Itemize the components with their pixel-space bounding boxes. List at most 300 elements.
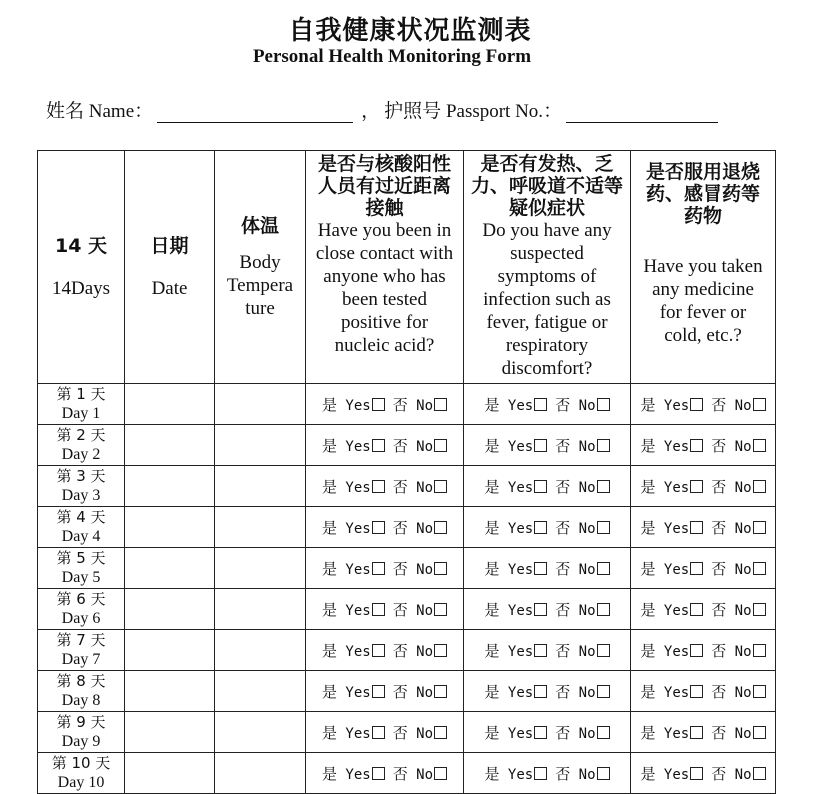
yes-checkbox[interactable] <box>690 767 703 780</box>
day-label <box>38 425 125 466</box>
yes-checkbox[interactable] <box>534 603 547 616</box>
header-contact <box>306 151 464 384</box>
contact-answer-cell <box>306 753 464 794</box>
yes-label-en: Yes <box>345 766 371 783</box>
name-label-cn: 姓名 <box>46 100 85 122</box>
day-label-cn: 第 8 天 <box>56 672 106 690</box>
no-label-cn: 否 <box>711 723 727 742</box>
date-cell[interactable] <box>125 466 215 507</box>
no-label-en: No <box>416 684 434 701</box>
yes-checkbox[interactable] <box>534 685 547 698</box>
no-label-cn: 否 <box>711 518 727 537</box>
header-temp <box>215 151 306 384</box>
passport-field[interactable] <box>566 102 718 123</box>
yes-label-cn: 是 <box>640 764 656 783</box>
no-label-en: No <box>734 725 752 742</box>
yes-label-cn: 是 <box>640 436 656 455</box>
yes-label-en: Yes <box>507 561 534 578</box>
header-day-cn: 14 天 <box>54 234 108 257</box>
day-label-cn: 第 5 天 <box>56 549 106 567</box>
no-label-cn: 否 <box>392 477 408 496</box>
no-label-cn: 否 <box>711 477 727 496</box>
no-checkbox[interactable] <box>597 685 610 698</box>
yes-label-cn: 是 <box>321 723 337 742</box>
day-label-cn: 第 10 天 <box>51 754 111 772</box>
no-label-en: No <box>416 479 434 496</box>
yes-checkbox[interactable] <box>690 480 703 493</box>
yes-label-cn: 是 <box>640 518 656 537</box>
no-checkbox[interactable] <box>434 603 447 616</box>
contact-answer-cell <box>306 548 464 589</box>
header-contact-en: Have you been in close contact with anyone who has been tested positive for nucleic acid? <box>315 220 454 356</box>
table-row <box>38 589 776 630</box>
yes-label-en: Yes <box>663 725 690 742</box>
table-row <box>38 712 776 753</box>
no-checkbox[interactable] <box>597 521 610 534</box>
no-checkbox[interactable] <box>434 685 447 698</box>
date-cell[interactable] <box>125 425 215 466</box>
yes-label-en: Yes <box>345 397 371 414</box>
day-label <box>38 589 125 630</box>
yes-checkbox[interactable] <box>534 726 547 739</box>
date-cell[interactable] <box>125 712 215 753</box>
no-label-en: No <box>416 602 434 619</box>
no-checkbox[interactable] <box>434 726 447 739</box>
date-cell[interactable] <box>125 671 215 712</box>
yes-checkbox[interactable] <box>372 603 385 616</box>
symptoms-answer-cell <box>464 712 631 753</box>
no-checkbox[interactable] <box>434 439 447 452</box>
yes-label-cn: 是 <box>640 395 656 414</box>
no-label-en: No <box>734 766 752 783</box>
yes-label-cn: 是 <box>484 477 500 496</box>
header-contact-cn: 是否与核酸阳性人员有过近距离接触 <box>317 153 451 219</box>
no-label-cn: 否 <box>711 436 727 455</box>
no-label-en: No <box>416 438 434 455</box>
yes-label-cn: 是 <box>484 518 500 537</box>
no-label-en: No <box>578 438 596 455</box>
medicine-answer-cell <box>631 425 776 466</box>
day-label-en: Day 2 <box>61 446 101 463</box>
passport-label-cn: 护照号 <box>384 100 442 122</box>
temperature-cell[interactable] <box>215 548 306 589</box>
contact-answer-cell <box>306 384 464 425</box>
header-medicine-en: Have you taken any medicine for fever or cold, etc.? <box>643 256 763 346</box>
yes-label-en: Yes <box>507 684 534 701</box>
yes-label-en: Yes <box>663 643 690 660</box>
no-label-cn: 否 <box>392 395 408 414</box>
yes-label-en: Yes <box>663 602 690 619</box>
temperature-cell[interactable] <box>215 753 306 794</box>
day-label-en: Day 10 <box>57 774 105 791</box>
yes-checkbox[interactable] <box>534 521 547 534</box>
yes-label-cn: 是 <box>640 723 656 742</box>
no-label-en: No <box>578 643 596 660</box>
header-medicine-cn: 是否服用退烧药、感冒药等药物 <box>645 161 760 227</box>
no-label-cn: 否 <box>711 395 727 414</box>
yes-label-en: Yes <box>345 643 371 660</box>
no-label-cn: 否 <box>392 600 408 619</box>
no-label-cn: 否 <box>711 764 727 783</box>
yes-checkbox[interactable] <box>534 480 547 493</box>
day-label <box>38 507 125 548</box>
no-label-cn: 否 <box>711 682 727 701</box>
passport-label-en: Passport No. <box>445 101 544 122</box>
day-label-en: Day 1 <box>61 405 101 422</box>
yes-checkbox[interactable] <box>372 767 385 780</box>
no-label-en: No <box>416 520 434 537</box>
no-label-en: No <box>578 602 596 619</box>
yes-label-cn: 是 <box>321 518 337 537</box>
yes-label-cn: 是 <box>321 600 337 619</box>
yes-checkbox[interactable] <box>534 398 547 411</box>
yes-checkbox[interactable] <box>372 562 385 575</box>
yes-label-en: Yes <box>507 766 534 783</box>
day-label <box>38 671 125 712</box>
no-checkbox[interactable] <box>434 521 447 534</box>
no-label-en: No <box>578 479 596 496</box>
contact-answer-cell <box>306 466 464 507</box>
identity-line <box>46 96 718 123</box>
symptoms-answer-cell <box>464 507 631 548</box>
no-checkbox[interactable] <box>434 767 447 780</box>
yes-label-en: Yes <box>663 479 690 496</box>
yes-checkbox[interactable] <box>690 439 703 452</box>
no-checkbox[interactable] <box>597 439 610 452</box>
no-label-en: No <box>734 520 752 537</box>
no-label-cn: 否 <box>555 641 571 660</box>
table-row <box>38 384 776 425</box>
day-label-cn: 第 3 天 <box>56 467 106 485</box>
no-checkbox[interactable] <box>753 562 766 575</box>
no-label-cn: 否 <box>555 518 571 537</box>
no-label-en: No <box>734 684 752 701</box>
date-cell[interactable] <box>125 384 215 425</box>
yes-checkbox[interactable] <box>690 521 703 534</box>
no-label-cn: 否 <box>555 477 571 496</box>
yes-checkbox[interactable] <box>372 644 385 657</box>
yes-label-en: Yes <box>507 643 534 660</box>
no-checkbox[interactable] <box>597 480 610 493</box>
day-label-en: Day 8 <box>61 692 101 709</box>
medicine-answer-cell <box>631 507 776 548</box>
name-field[interactable] <box>157 102 353 123</box>
symptoms-answer-cell <box>464 589 631 630</box>
no-checkbox[interactable] <box>597 398 610 411</box>
yes-checkbox[interactable] <box>372 398 385 411</box>
yes-label-en: Yes <box>507 520 534 537</box>
yes-label-cn: 是 <box>484 600 500 619</box>
no-checkbox[interactable] <box>434 644 447 657</box>
temperature-cell[interactable] <box>215 712 306 753</box>
temperature-cell[interactable] <box>215 425 306 466</box>
symptoms-answer-cell <box>464 425 631 466</box>
table-row <box>38 425 776 466</box>
form-title-cn: 自我健康状况监测表 <box>288 16 532 46</box>
no-checkbox[interactable] <box>597 726 610 739</box>
no-label-en: No <box>416 397 434 414</box>
day-label <box>38 384 125 425</box>
day-label-en: Day 6 <box>61 610 101 627</box>
yes-label-cn: 是 <box>484 436 500 455</box>
yes-checkbox[interactable] <box>534 562 547 575</box>
yes-checkbox[interactable] <box>690 685 703 698</box>
yes-label-cn: 是 <box>640 682 656 701</box>
yes-label-en: Yes <box>507 602 534 619</box>
no-label-cn: 否 <box>555 436 571 455</box>
header-symptoms-cn: 是否有发热、乏力、呼吸道不适等疑似症状 <box>470 153 623 219</box>
yes-label-cn: 是 <box>321 477 337 496</box>
medicine-answer-cell <box>631 753 776 794</box>
no-label-en: No <box>734 479 752 496</box>
no-checkbox[interactable] <box>434 562 447 575</box>
day-label-en: Day 7 <box>61 651 101 668</box>
day-label-cn: 第 9 天 <box>56 713 106 731</box>
day-label-en: Day 4 <box>61 528 101 545</box>
no-label-en: No <box>416 766 434 783</box>
yes-label-cn: 是 <box>321 682 337 701</box>
date-cell[interactable] <box>125 753 215 794</box>
yes-label-cn: 是 <box>640 559 656 578</box>
yes-label-cn: 是 <box>484 723 500 742</box>
no-checkbox[interactable] <box>597 562 610 575</box>
symptoms-answer-cell <box>464 671 631 712</box>
medicine-answer-cell <box>631 712 776 753</box>
yes-label-en: Yes <box>507 479 534 496</box>
no-label-en: No <box>578 684 596 701</box>
no-label-en: No <box>578 766 596 783</box>
form-title-en: Personal Health Monitoring Form <box>252 46 532 67</box>
no-checkbox[interactable] <box>753 480 766 493</box>
day-label-cn: 第 2 天 <box>56 426 106 444</box>
date-cell[interactable] <box>125 589 215 630</box>
day-label-en: Day 3 <box>61 487 101 504</box>
no-label-en: No <box>578 520 596 537</box>
no-label-en: No <box>416 725 434 742</box>
contact-answer-cell <box>306 630 464 671</box>
yes-label-cn: 是 <box>484 641 500 660</box>
no-checkbox[interactable] <box>753 439 766 452</box>
symptoms-answer-cell <box>464 384 631 425</box>
yes-label-cn: 是 <box>484 395 500 414</box>
day-label-cn: 第 4 天 <box>56 508 106 526</box>
yes-checkbox[interactable] <box>690 398 703 411</box>
no-label-cn: 否 <box>711 559 727 578</box>
medicine-answer-cell <box>631 384 776 425</box>
yes-label-cn: 是 <box>640 641 656 660</box>
yes-checkbox[interactable] <box>690 726 703 739</box>
temperature-cell[interactable] <box>215 589 306 630</box>
yes-label-en: Yes <box>345 725 371 742</box>
temperature-cell[interactable] <box>215 466 306 507</box>
no-label-en: No <box>416 561 434 578</box>
no-label-cn: 否 <box>392 764 408 783</box>
no-label-cn: 否 <box>392 641 408 660</box>
no-label-cn: 否 <box>555 600 571 619</box>
no-label-cn: 否 <box>711 600 727 619</box>
medicine-answer-cell <box>631 630 776 671</box>
no-checkbox[interactable] <box>753 521 766 534</box>
symptoms-answer-cell <box>464 466 631 507</box>
no-label-en: No <box>734 561 752 578</box>
no-checkbox[interactable] <box>753 644 766 657</box>
monitoring-table <box>37 150 776 794</box>
header-medicine <box>631 151 776 384</box>
table-row <box>38 507 776 548</box>
no-label-cn: 否 <box>392 559 408 578</box>
yes-label-en: Yes <box>663 520 690 537</box>
no-label-cn: 否 <box>555 764 571 783</box>
no-checkbox[interactable] <box>597 767 610 780</box>
day-label-cn: 第 7 天 <box>56 631 106 649</box>
contact-answer-cell <box>306 507 464 548</box>
header-date-en: Date <box>151 277 188 299</box>
day-label-cn: 第 6 天 <box>56 590 106 608</box>
yes-label-en: Yes <box>663 438 690 455</box>
yes-checkbox[interactable] <box>534 644 547 657</box>
table-row <box>38 753 776 794</box>
yes-label-cn: 是 <box>640 477 656 496</box>
header-temp-cn: 体温 <box>240 214 279 237</box>
no-label-en: No <box>578 397 596 414</box>
yes-checkbox[interactable] <box>372 521 385 534</box>
no-label-cn: 否 <box>555 559 571 578</box>
no-checkbox[interactable] <box>597 603 610 616</box>
yes-label-cn: 是 <box>321 764 337 783</box>
day-label <box>38 548 125 589</box>
no-label-cn: 否 <box>555 395 571 414</box>
yes-label-cn: 是 <box>484 559 500 578</box>
table-row <box>38 630 776 671</box>
no-checkbox[interactable] <box>753 767 766 780</box>
header-symptoms <box>464 151 631 384</box>
yes-checkbox[interactable] <box>372 685 385 698</box>
no-label-en: No <box>734 438 752 455</box>
medicine-answer-cell <box>631 671 776 712</box>
date-cell[interactable] <box>125 548 215 589</box>
no-label-en: No <box>734 643 752 660</box>
temperature-cell[interactable] <box>215 507 306 548</box>
table-row <box>38 671 776 712</box>
name-colon: ： <box>134 100 154 122</box>
passport-colon: ： <box>543 100 563 122</box>
contact-answer-cell <box>306 589 464 630</box>
symptoms-answer-cell <box>464 753 631 794</box>
medicine-answer-cell <box>631 548 776 589</box>
yes-checkbox[interactable] <box>372 439 385 452</box>
no-checkbox[interactable] <box>753 603 766 616</box>
name-label-en: Name <box>88 101 135 122</box>
no-checkbox[interactable] <box>753 726 766 739</box>
medicine-answer-cell <box>631 466 776 507</box>
day-label <box>38 712 125 753</box>
table-row <box>38 466 776 507</box>
contact-answer-cell <box>306 671 464 712</box>
day-label-en: Day 9 <box>61 733 101 750</box>
date-cell[interactable] <box>125 630 215 671</box>
no-label-en: No <box>578 561 596 578</box>
header-day-en: 14Days <box>51 277 111 299</box>
day-label <box>38 753 125 794</box>
temperature-cell[interactable] <box>215 630 306 671</box>
yes-label-en: Yes <box>507 397 534 414</box>
yes-checkbox[interactable] <box>534 439 547 452</box>
yes-label-cn: 是 <box>484 682 500 701</box>
no-checkbox[interactable] <box>753 398 766 411</box>
yes-checkbox[interactable] <box>372 726 385 739</box>
no-checkbox[interactable] <box>597 644 610 657</box>
no-label-cn: 否 <box>711 641 727 660</box>
yes-label-cn: 是 <box>321 559 337 578</box>
no-label-cn: 否 <box>555 723 571 742</box>
yes-label-en: Yes <box>345 479 371 496</box>
yes-label-en: Yes <box>663 561 690 578</box>
no-checkbox[interactable] <box>434 398 447 411</box>
no-label-cn: 否 <box>392 723 408 742</box>
no-checkbox[interactable] <box>753 685 766 698</box>
no-label-en: No <box>734 397 752 414</box>
yes-label-en: Yes <box>345 684 371 701</box>
yes-label-en: Yes <box>507 725 534 742</box>
separator: ， <box>361 100 381 122</box>
medicine-answer-cell <box>631 589 776 630</box>
header-date <box>125 151 215 384</box>
symptoms-answer-cell <box>464 548 631 589</box>
yes-checkbox[interactable] <box>690 562 703 575</box>
yes-label-en: Yes <box>345 561 371 578</box>
no-label-en: No <box>416 643 434 660</box>
temperature-cell[interactable] <box>215 671 306 712</box>
day-label <box>38 630 125 671</box>
no-label-cn: 否 <box>392 682 408 701</box>
contact-answer-cell <box>306 712 464 753</box>
date-cell[interactable] <box>125 507 215 548</box>
yes-checkbox[interactable] <box>690 603 703 616</box>
yes-label-cn: 是 <box>321 641 337 660</box>
yes-label-cn: 是 <box>640 600 656 619</box>
yes-checkbox[interactable] <box>690 644 703 657</box>
no-checkbox[interactable] <box>434 480 447 493</box>
no-label-cn: 否 <box>392 436 408 455</box>
yes-label-cn: 是 <box>484 764 500 783</box>
no-label-en: No <box>734 602 752 619</box>
yes-label-cn: 是 <box>321 395 337 414</box>
yes-checkbox[interactable] <box>372 480 385 493</box>
no-label-cn: 否 <box>555 682 571 701</box>
day-label <box>38 466 125 507</box>
day-label-cn: 第 1 天 <box>56 385 106 403</box>
yes-label-en: Yes <box>345 602 371 619</box>
symptoms-answer-cell <box>464 630 631 671</box>
yes-label-cn: 是 <box>321 436 337 455</box>
header-day <box>38 151 125 384</box>
contact-answer-cell <box>306 425 464 466</box>
header-row <box>38 151 776 384</box>
no-label-cn: 否 <box>392 518 408 537</box>
yes-label-en: Yes <box>663 766 690 783</box>
day-label-en: Day 5 <box>61 569 101 586</box>
header-symptoms-en: Do you have any suspected symptoms of infection such as fever, fatigue or respiratory discomfort? <box>482 220 612 379</box>
yes-label-en: Yes <box>663 397 690 414</box>
yes-label-en: Yes <box>507 438 534 455</box>
yes-checkbox[interactable] <box>534 767 547 780</box>
temperature-cell[interactable] <box>215 384 306 425</box>
no-label-en: No <box>578 725 596 742</box>
header-temp-en: Body Tempera ture <box>226 251 294 319</box>
table-row <box>38 548 776 589</box>
yes-label-en: Yes <box>345 520 371 537</box>
yes-label-en: Yes <box>345 438 371 455</box>
